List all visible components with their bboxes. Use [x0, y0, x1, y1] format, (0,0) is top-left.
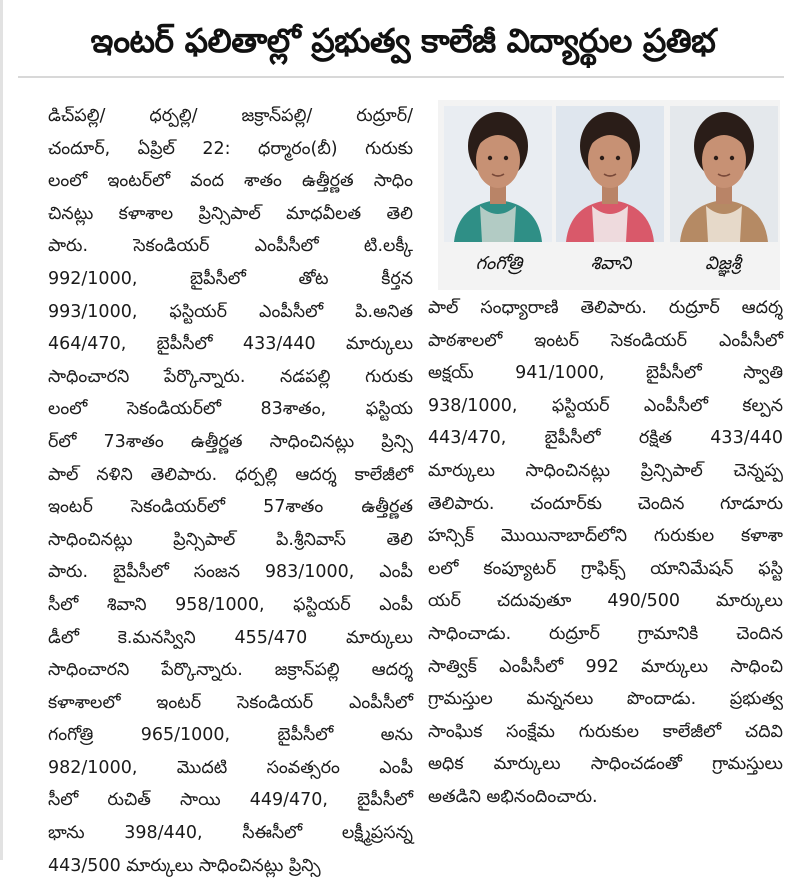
article-text-line: 464/470, బైపీసీలో 433/440 మార్కులు — [48, 334, 413, 355]
article-text-line: ఇంటర్ సెకండియర్‌లో 57శాతం ఉత్తీర్ణత — [48, 497, 413, 518]
article-body-right-column — [428, 292, 783, 812]
article-text-line: అతడిని అభినందించారు. — [428, 786, 598, 807]
article-text-line: పాల్ సంధ్యారాణి తెలిపారు. రుద్రూర్ ఆదర్శ — [428, 298, 783, 318]
portrait-illustration — [556, 106, 664, 242]
article-body-left-column — [48, 100, 413, 876]
article-text-line: యర్ చదువుతూ 490/500 మార్కులు — [428, 591, 783, 612]
article-text-line: 993/1000, ఫస్టియర్ ఎంపీసీలో పి.అనిత — [48, 301, 413, 322]
article-text-line: చినట్లు కళాశాల ప్రిన్సిపాల్ మాధవీలత తెలి — [48, 203, 413, 224]
article-text-line: పారు. సెకండియర్ ఎంపీసీలో టి.లక్కీ — [48, 236, 413, 257]
article-text-line: డీలో కె.మనస్విని 455/470 మార్కులు — [48, 627, 413, 648]
article-text-line: సాత్విక్ ఎంపీసీలో 992 మార్కులు సాధించి — [428, 656, 783, 677]
article-text-line: లంలో ఇంటర్‌లో వంద శాతం ఉత్తీర్ణత సాధిం — [48, 171, 413, 192]
article-text-line: చందూర్, ఏప్రిల్ 22: ధర్మారం(బీ) గురుకు — [48, 138, 413, 159]
article-text-line: డిచ్‌పల్లి/ ధర్పల్లి/ జక్రాన్‌పల్లి/ రుద్రూర్/ — [48, 106, 413, 126]
portrait-illustration — [670, 106, 778, 242]
article-text-line: లలో కంప్యూటర్ గ్రాఫిక్స్ యానిమేషన్ ఫస్టి — [428, 558, 783, 579]
article-text-line: పాల్ నళిని తెలిపారు. ధర్పల్లి ఆదర్శ కాలేజీలో — [48, 464, 413, 485]
article-text-line: 992/1000, బైపీసీలో తోట కీర్తన — [48, 268, 413, 289]
article-text-line: కళాశాలలో ఇంటర్ సెకండియర్ ఎంపీసీలో — [48, 692, 413, 713]
article-text-line: హన్సిక్ మొయినాబాద్‌లోని గురుకుల కళాశా — [428, 526, 783, 547]
article-text-line: మార్కులు సాధించినట్లు ప్రిన్సిపాల్ చెన్నప్ప — [428, 460, 783, 481]
article-text-line: సీలో శివాని 958/1000, ఫస్టియర్ ఎంపీ — [48, 594, 413, 615]
article-text-line: పారు. బైపీసీలో సంజన 983/1000, ఎంపీ — [48, 562, 413, 583]
student-photo-vignashri — [670, 106, 778, 242]
student-photos-panel — [438, 100, 780, 290]
article-text-line: 982/1000, మొదటి సంవత్సరం ఎంపీ — [48, 757, 413, 778]
article-text-line: సీలో రుచిత్ సాయి 449/470, బైపీసీలో — [48, 790, 413, 811]
photo-caption: గంగోత్రి — [475, 253, 523, 274]
student-photo-shivani — [556, 106, 664, 242]
article-text-line: సాధించాడు. రుద్రూర్ గ్రామానికి చెందిన — [428, 623, 783, 644]
article-text-line: అక్షయ్ 941/1000, బైపీసీలో స్వాతి — [428, 363, 783, 384]
article-text-line: సాంఘిక సంక్షేమ గురుకుల కాలేజీలో చదివి — [428, 721, 783, 742]
article-text-line: 938/1000, ఫస్టియర్ ఎంపీసీలో కల్పన — [428, 395, 783, 416]
article-text-line: 443/500 మార్కులు సాధించినట్లు ప్రిన్సి — [48, 855, 321, 876]
article-text-line: పాఠశాలలో ఇంటర్ సెకండియర్ ఎంపీసీలో — [428, 330, 783, 351]
article-text-line: భాను 398/440, సీఈసీలో లక్ష్మీప్రసన్న — [48, 823, 413, 844]
article-text-line: అధిక మార్కులు సాధించడంతో గ్రామస్తులు — [428, 754, 783, 775]
article-text-line: ర్‌లో 73శాతం ఉత్తీర్ణత సాధించినట్లు ప్రిన్సి — [48, 431, 413, 452]
article-text-line: సాధించారని పేర్కొన్నారు. జక్రాన్‌పల్లి ఆదర్శ — [48, 660, 413, 681]
photo-caption: శివాని — [590, 253, 632, 274]
article-text-line: 443/470, బైపీసీలో రక్షిత 433/440 — [428, 428, 783, 449]
article-text-line: లంలో సెకండియర్‌లో 83శాతం, ఫస్టియ — [48, 399, 413, 420]
page-left-rule — [0, 0, 3, 860]
headline-divider — [18, 76, 784, 78]
article-text-line: సాధించినట్లు ప్రిన్సిపాల్ పి.శ్రీనివాస్ తెలి — [48, 529, 413, 550]
article-text-line: గ్రామస్తుల మన్ననలు పొందాడు. ప్రభుత్వ — [428, 689, 783, 710]
article-text-line: సాధించారని పేర్కొన్నారు. నడపల్లి గురుకు — [48, 366, 413, 387]
article-text-line: తెలిపారు. చందూర్‌కు చెందిన గూడూరు — [428, 493, 783, 514]
portrait-illustration — [444, 106, 552, 242]
article-headline: ఇంటర్ ఫలితాల్లో ప్రభుత్వ కాలేజీ విద్యార్థుల ప్రతిభ — [90, 21, 716, 60]
article-text-line: గంగోత్రి 965/1000, బైపీసీలో అను — [48, 725, 413, 746]
student-photo-gangotri — [444, 106, 552, 242]
photo-caption: విజ్ఞశ్రీ — [705, 253, 741, 274]
